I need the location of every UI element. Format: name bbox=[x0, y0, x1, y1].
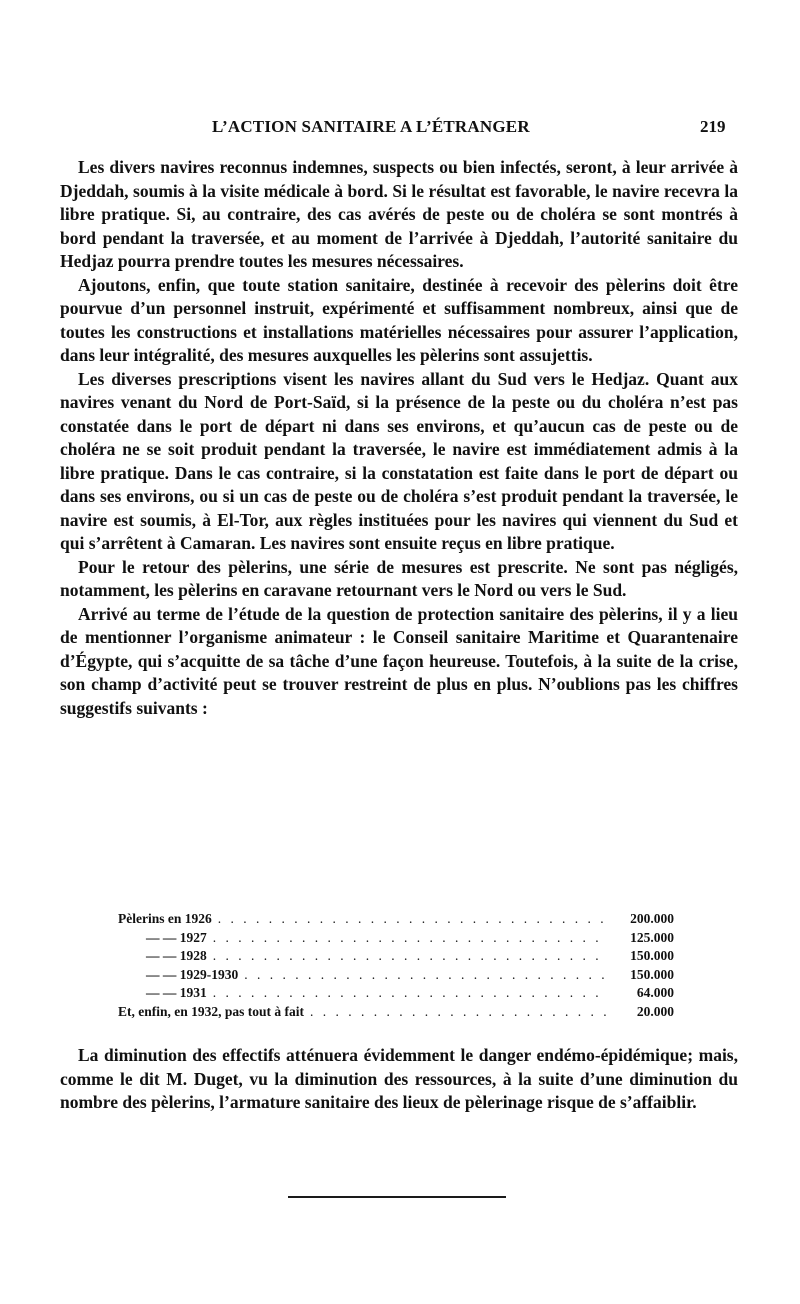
paragraph: Les divers navires reconnus indemnes, suspects ou bien infectés, seront, à leur arrivée à Djeddah, soumis à la visite médicale à bord. Si le résultat est favorable, le navire recevra la libre pratique. Si, au contraire, des cas avérés de peste ou de choléra se sont montrés à bord pendant la traversée, et au moment de l’arrivée à Djeddah, l’autorité sanitaire du Hedjaz pourra prendre toutes les mesures nécessaires. bbox=[60, 157, 738, 271]
table-row bbox=[118, 1003, 674, 1022]
row-label: Et, enfin, en 1932, pas tout à fait bbox=[118, 1003, 305, 1019]
paragraph: Arrivé au terme de l’étude de la question de protection sanitaire des pèlerins, il y a lieu de mentionner l’organisme animateur : le Conseil sanitaire Maritime et Quarantenaire d’Égypte, qui s’acquitte de sa tâche d’une façon heureuse. Toutefois, à la suite de la crise, son champ d’activité peut se trouver restreint de plus en plus. N’oublions pas les chiffres suggestifs suivants : bbox=[60, 603, 738, 718]
table-row bbox=[118, 966, 674, 985]
leader-dots bbox=[213, 947, 608, 966]
row-value: 125.000 bbox=[630, 929, 674, 945]
running-title: L’ACTION SANITAIRE A L’ÉTRANGER bbox=[212, 117, 530, 136]
closing-paragraph: La diminution des effectifs atténuera évidemment le danger endémo-épidémique; mais, comme le dit M. Duget, vu la diminution des ressources, à la suite d’une diminution du nombre des pèlerins, l’armature sanitaire des lieux de pèlerinage risque de s’affaiblir. bbox=[60, 1045, 738, 1112]
row-value: 200.000 bbox=[630, 911, 674, 926]
table-row bbox=[118, 910, 674, 929]
leader-dots bbox=[213, 984, 608, 1003]
leader-dots bbox=[310, 1003, 608, 1022]
row-value: 150.000 bbox=[630, 966, 674, 982]
leader-dots bbox=[244, 966, 608, 985]
row-label: Pèlerins en 1926 bbox=[118, 911, 212, 926]
pilgrims-table bbox=[118, 910, 674, 1021]
row-label: — — 1928 bbox=[146, 948, 207, 963]
body-text bbox=[60, 156, 738, 720]
row-value: 150.000 bbox=[630, 948, 674, 963]
row-value: 20.000 bbox=[636, 1003, 674, 1019]
leader-dots bbox=[218, 910, 608, 929]
row-label: — — 1927 bbox=[146, 929, 207, 945]
paragraph: Pour le retour des pèlerins, une série de mesures est prescrite. Ne sont pas négligés, notamment, les pèlerins en caravane retournant vers le Nord ou vers le Sud. bbox=[60, 556, 738, 600]
paragraph: Ajoutons, enfin, que toute station sanitaire, destinée à recevoir des pèlerins doit être pourvue d’un personnel instruit, expérimenté et suffisamment nombreux, ainsi que de toutes les constructions et installations matérielles nécessaires pour assurer l’application, dans leur intégralité, des mesures auxquelles les pèlerins sont assujettis. bbox=[60, 274, 738, 365]
row-value: 64.000 bbox=[636, 985, 674, 1000]
table-row bbox=[118, 929, 674, 948]
paragraph: Les diverses prescriptions visent les navires allant du Sud vers le Hedjaz. Quant aux navires venant du Nord de Port-Saïd, si la présence de la peste ou du choléra n’est pas constatée dans le port de départ ni dans ses environs, et qu’aucun cas de peste ou de choléra ne se soit produit pendant la traversée, le navire est immédiatement admis à la libre pratique. Dans le cas contraire, si la constatation est faite dans le port de départ ou dans ses environs, ou si un cas de peste ou de choléra s’est produit pendant la traversée, le navire est soumis, à El-Tor, aux règles instituées pour les navires qui viennent du Sud et qui s’arrêtent à Camaran. Les navires sont ensuite reçus en libre pratique. bbox=[60, 368, 738, 553]
closing-text bbox=[60, 1044, 738, 1115]
row-label: — — 1931 bbox=[146, 985, 207, 1000]
table-row bbox=[118, 984, 674, 1003]
end-rule bbox=[288, 1196, 506, 1198]
row-label: — — 1929-1930 bbox=[146, 966, 239, 982]
page-number: 219 bbox=[700, 117, 726, 136]
table-row bbox=[118, 947, 674, 966]
leader-dots bbox=[213, 929, 608, 948]
